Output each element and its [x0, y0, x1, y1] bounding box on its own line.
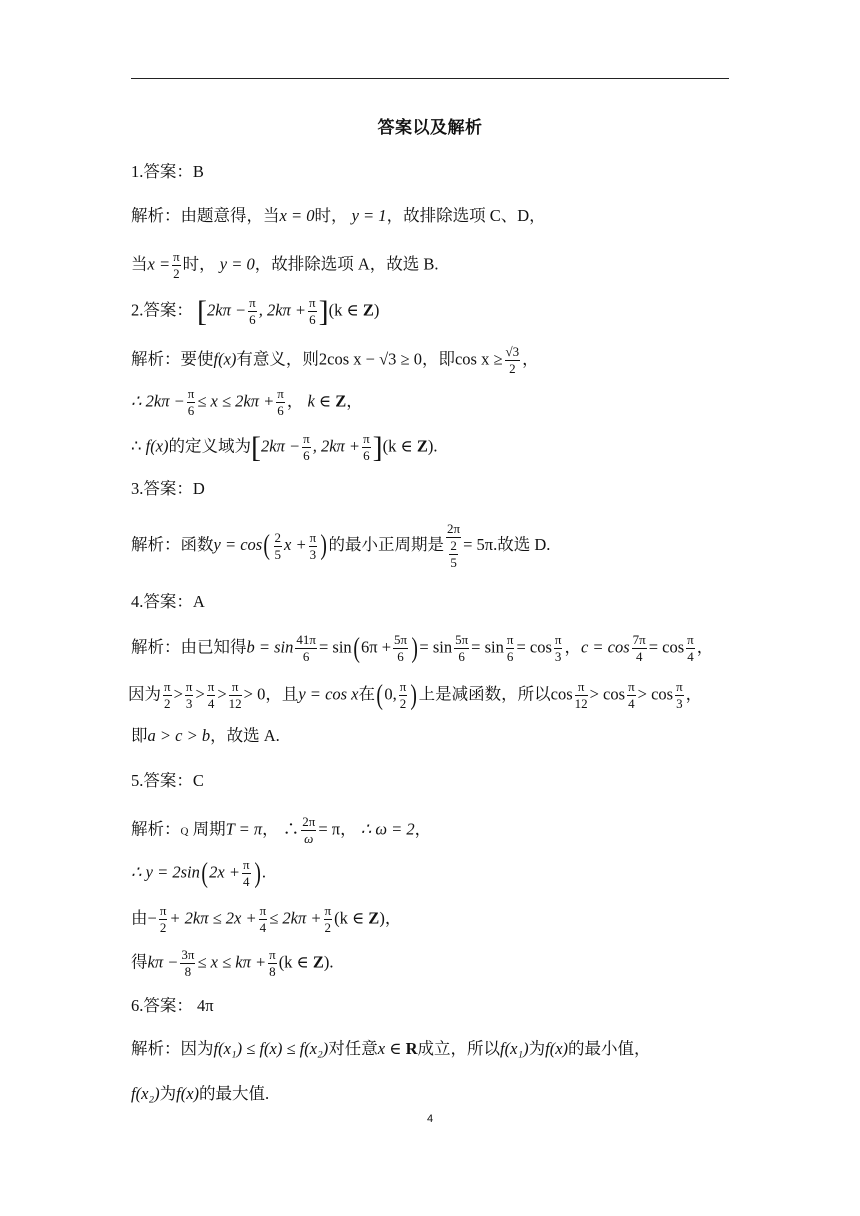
q6-line1: 解析：因为f(x₁) ≤ f(x) ≤ f(x₂)对任意x ∈ R成立，所以f(x₁)为f(x)的最小值，: [131, 1039, 651, 1058]
q2-line3: ∴ f(x)的定义域为[2kπ − $\frac{\pi}{6}$ , 2kπ + $\frac{\pi}{6}$ ](k ∈ Z).: [131, 430, 438, 464]
q5-line2: ∴ y = 2sin(2x + $\frac{\pi}{4}$ ).: [131, 857, 267, 889]
q1-answer: 1.答案：B: [131, 162, 204, 181]
page-number: 4: [426, 1113, 434, 1125]
page-title: 答案以及解析: [377, 118, 483, 138]
q2-line1: 解析：要使f(x)有意义，则2cos x − √3 ≥ 0，即cos x ≥ $\frac{√3}{2}$ ，: [131, 344, 539, 376]
q6-answer: 6.答案： 4π: [131, 996, 214, 1015]
q2-answer: 2.答案： [2kπ − $\frac{\pi}{6}$ , 2kπ + $\frac{\pi}{6}$ ](k ∈ Z): [131, 294, 380, 328]
q1-line2: 当x = $\frac{\pi}{2}$ 时， y = 0，故排除选项 A，故选 B.: [131, 249, 439, 281]
q4-answer: 4.答案：A: [131, 592, 205, 611]
q5-line3: 由− $\frac{\pi}{2}$ + 2kπ ≤ 2x + $\frac{\pi}{4}$ ≤ 2kπ + $\frac{\pi}{2}$ (k ∈ Z)，: [131, 903, 402, 935]
q2-line2: ∴ 2kπ − $\frac{\pi}{6}$ ≤ x ≤ 2kπ + $\frac{\pi}{6}$ ， k ∈ Z，: [131, 386, 363, 418]
q4-line1: 解析：由已知得b = sin $\frac{41\pi}{6}$ = sin(6π + $\frac{5\pi}{6}$ )= sin $\frac{5\pi}{6}$ = sin $\frac{\pi}{6}$ = cos $\frac{\pi}{3}$ ，c = cos $\frac{7\pi}{4}$ = cos $\frac{\pi}{4}$ ，: [131, 632, 714, 664]
q1-line1: 解析：由题意得，当x = 0时， y = 1，故排除选项 C、D，: [131, 206, 546, 225]
q4-line3: 即a > c > b，故选 A.: [131, 726, 280, 745]
q5-answer: 5.答案：C: [131, 771, 204, 790]
q4-line2: 因为 $\frac{\pi}{2}$ > $\frac{\pi}{3}$ > $\frac{\pi}{4}$ > $\frac{\pi}{12}$ > 0，且y = cos x在(0, $\frac{\pi}{2}$ )上是减函数，所以cos $\frac{\pi}{12}$ > cos $\frac{\pi}{4}$ > cos $\frac{\pi}{3}$ ，: [128, 679, 703, 711]
header-rule: [131, 78, 729, 79]
q3-answer: 3.答案：D: [131, 479, 205, 498]
q3-line1: 解析：函数y = cos( $\frac{2}{5}$ x + $\frac{\pi}{3}$ )的最小正周期是 $\frac{2\pi}{\frac{2}{5}}$ = 5π.故选 D.: [131, 521, 551, 570]
q5-line1: 解析：Q 周期T = π， ∴ $\frac{2\pi}{\omega}$ = π， ∴ ω = 2，: [131, 814, 432, 846]
q6-line2: f(x₂)为f(x)的最大值.: [131, 1084, 270, 1103]
q5-line4: 得kπ − $\frac{3\pi}{8}$ ≤ x ≤ kπ + $\frac{\pi}{8}$ (k ∈ Z).: [131, 947, 334, 979]
